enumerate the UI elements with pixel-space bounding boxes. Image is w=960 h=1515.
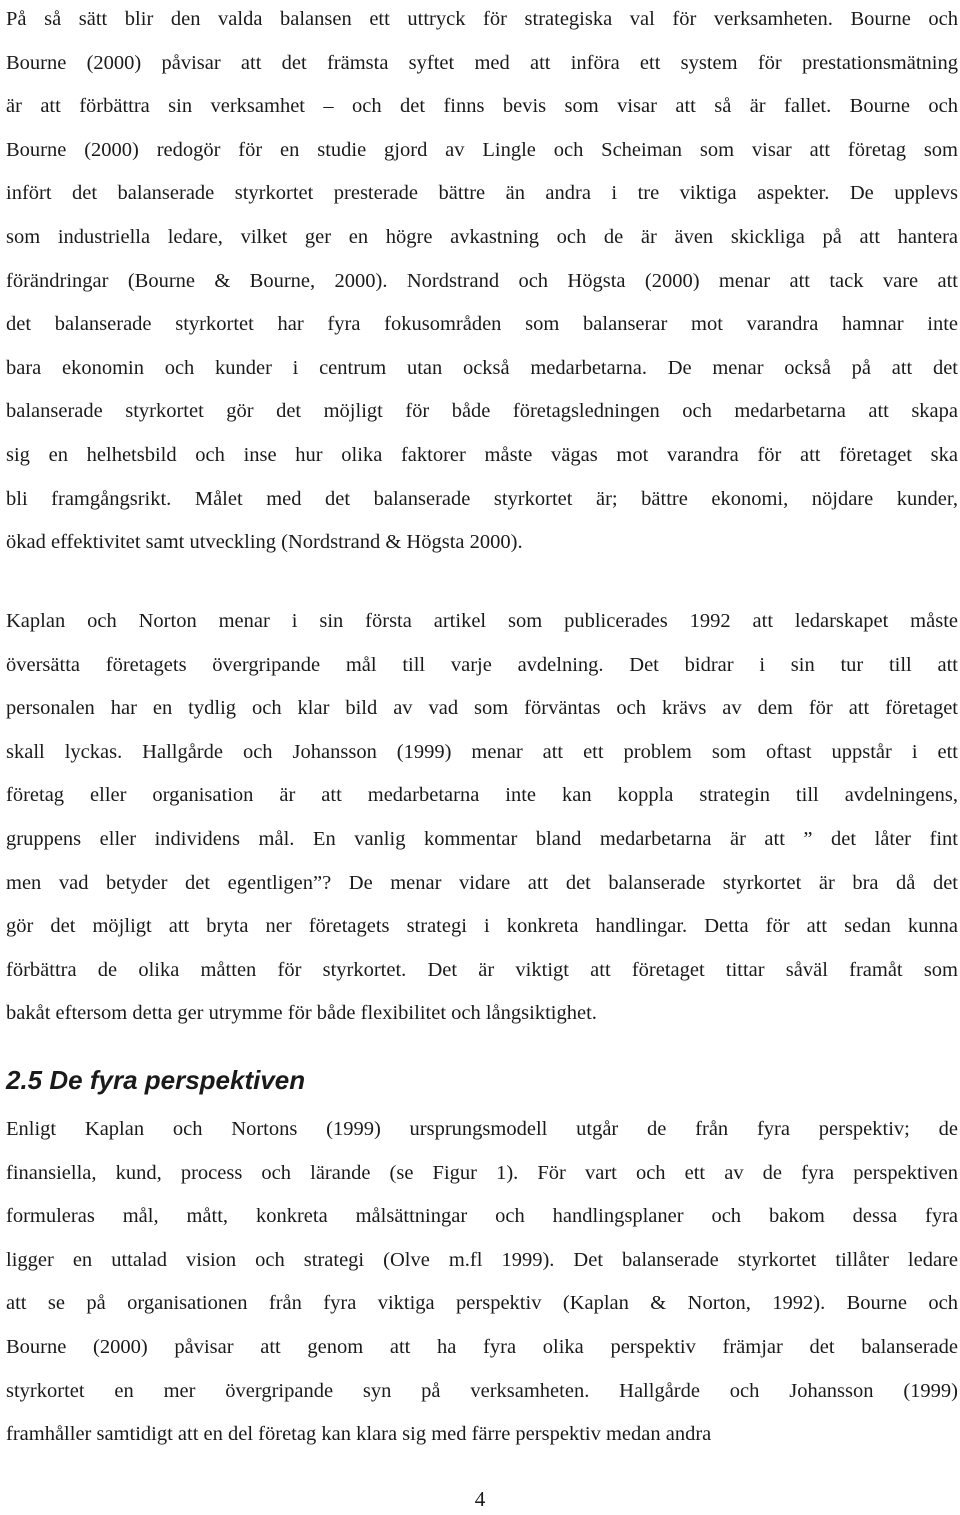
text-line: formuleras mål, mått, konkreta målsättningar och handlingsplaner och bakom dessa fyra (6, 1205, 958, 1228)
text-line: Bourne (2000) påvisar att genom att ha fyra olika perspektiv främjar det balanserade (6, 1335, 958, 1358)
text-line: förändringar (Bourne & Bourne, 2000). Nordstrand och Högsta (2000) menar att tack vare att (6, 269, 958, 292)
text-line: sig en helhetsbild och inse hur olika faktorer måste vägas mot varandra för att företaget ska (6, 443, 958, 466)
text-line: finansiella, kund, process och lärande (se Figur 1). För vart och ett av de fyra perspektiven (6, 1161, 958, 1184)
text-line: bli framgångsrikt. Målet med det balanserade styrkortet är; bättre ekonomi, nöjdare kunder, (6, 487, 958, 510)
text-line: framhåller samtidigt att en del företag kan klara sig med färre perspektiv medan andra (6, 1423, 712, 1446)
text-line: bara ekonomin och kunder i centrum utan också medarbetarna. De menar också på att det (6, 356, 958, 379)
text-line: infört det balanserade styrkortet presterade bättre än andra i tre viktiga aspekter. De upplevs (6, 182, 958, 205)
text-line: Bourne (2000) påvisar att det främsta syftet med att införa ett system för prestationsmätning (6, 51, 958, 74)
paragraph-balanced-scorecard-benefits (6, 0, 958, 565)
text-line: översätta företagets övergripande mål till varje avdelning. Det bidrar i sin tur till att (6, 653, 958, 676)
text-line: förbättra de olika måtten för styrkortet. Det är viktigt att företaget tittar såväl framåt som (6, 958, 958, 981)
text-line: styrkortet en mer övergripande syn på verksamheten. Hallgårde och Johansson (1999) (6, 1379, 958, 1402)
page-number: 4 (474, 1487, 486, 1511)
paragraph-four-perspectives (6, 1108, 958, 1457)
text-line: företag eller organisation är att medarbetarna inte kan koppla strategin till avdelningens, (6, 784, 958, 807)
text-line: att se på organisationen från fyra viktiga perspektiv (Kaplan & Norton, 1992). Bourne och (6, 1292, 958, 1315)
text-line: På så sätt blir den valda balansen ett uttryck för strategiska val för verksamheten. Bourne och (6, 8, 958, 30)
text-line: ökad effektivitet samt utveckling (Nordstrand & Högsta 2000). (6, 531, 523, 554)
text-line: gör det möjligt att bryta ner företagets strategi i konkreta handlingar. Detta för att sedan kunna (6, 915, 958, 938)
text-line: Bourne (2000) redogör för en studie gjord av Lingle och Scheiman som visar att företag som (6, 138, 958, 161)
text-line: som industriella ledare, vilket ger en högre avkastning och de är även skickliga på att hantera (6, 225, 958, 248)
text-line: Kaplan och Norton menar i sin första artikel som publicerades 1992 att ledarskapet måste (6, 610, 958, 632)
text-line: personalen har en tydlig och klar bild av vad som förväntas och krävs av dem för att företaget (6, 697, 958, 720)
text-line: balanserade styrkortet gör det möjligt för både företagsledningen och medarbetarna att skapa (6, 400, 958, 423)
text-line: men vad betyder det egentligen”? De menar vidare att det balanserade styrkortet är bra då det (6, 871, 958, 894)
section-heading: 2.5 De fyra perspektiven (6, 1065, 306, 1095)
text-line: det balanserade styrkortet har fyra fokusområden som balanserar mot varandra hamnar inte (6, 313, 958, 336)
paragraph-kaplan-norton-leadership (6, 600, 958, 1036)
text-line: gruppens eller individens mål. En vanlig kommentar bland medarbetarna är att ” det låter fint (6, 827, 958, 850)
text-line: Enligt Kaplan och Nortons (1999) ursprungsmodell utgår de från fyra perspektiv; de (6, 1118, 958, 1140)
text-line: skall lyckas. Hallgårde och Johansson (1999) menar att ett problem som oftast uppstår i ett (6, 740, 958, 763)
text-line: ligger en uttalad vision och strategi (Olve m.fl 1999). Det balanserade styrkortet tillåter ledare (6, 1248, 958, 1271)
text-line: bakåt eftersom detta ger utrymme för både flexibilitet och långsiktighet. (6, 1002, 597, 1025)
text-line: är att förbättra sin verksamhet – och det finns bevis som visar att så är fallet. Bourne och (6, 95, 958, 118)
